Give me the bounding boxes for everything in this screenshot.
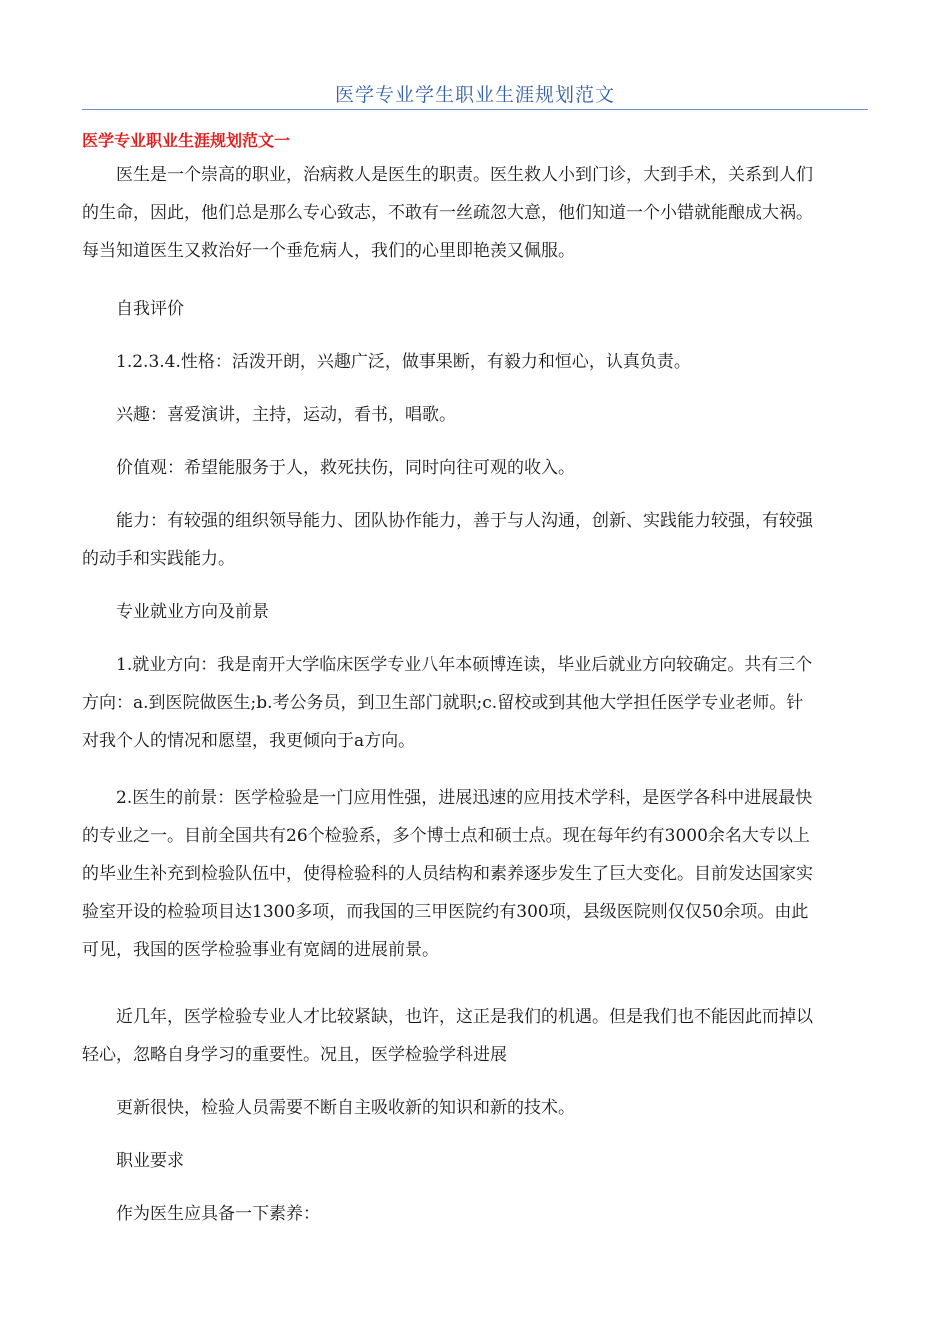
- paragraph-prospects: [82, 779, 868, 969]
- text-line: 价值观：希望能服务于人，救死扶伤，同时向往可观的收入。: [116, 458, 575, 478]
- paragraph-values: [82, 449, 868, 487]
- text-line: 1.就业方向：我是南开大学临床医学专业八年本硕博连读，毕业后就业方向较确定。共有三个: [116, 655, 813, 675]
- text-line: 方向：a.到医院做医生;b.考公务员，到卫生部门就职;c.留校或到其他大学担任医学专业老师。针: [82, 693, 804, 713]
- text-line: 专业就业方向及前景: [116, 602, 269, 622]
- text-line: 对我个人的情况和愿望，我更倾向于a方向。: [82, 731, 416, 751]
- paragraph-abilities: [82, 502, 868, 578]
- text-line: 的专业之一。目前全国共有26个检验系，多个博士点和硕士点。现在每年约有3000余名大专以上: [82, 826, 810, 846]
- section-title: 医学专业职业生涯规划范文一: [82, 131, 291, 150]
- paragraph-recent-years: [82, 998, 868, 1074]
- text-line: 每当知道医生又救治好一个垂危病人，我们的心里即艳羡又佩服。: [82, 241, 575, 261]
- text-line: 轻心，忽略自身学习的重要性。况且，医学检验学科进展: [82, 1045, 507, 1065]
- text-line: 验室开设的检验项目达1300多项，而我国的三甲医院约有300项，县级医院则仅仅50余项。由此: [82, 902, 809, 922]
- text-line: 2.医生的前景：医学检验是一门应用性强，进展迅速的应用技术学科，是医学各科中进展最快: [116, 788, 813, 808]
- text-line: 自我评价: [116, 299, 184, 319]
- heading-self-evaluation: [82, 290, 868, 328]
- text-line: 可见，我国的医学检验事业有宽阔的进展前景。: [82, 940, 439, 960]
- paragraph-update: [82, 1089, 868, 1127]
- text-line: 能力：有较强的组织领导能力、团队协作能力，善于与人沟通，创新、实践能力较强，有较强: [116, 511, 813, 531]
- text-line: 医生是一个崇高的职业，治病救人是医生的职责。医生救人小到门诊，大到手术，关系到人们: [116, 165, 813, 185]
- header-divider: [82, 109, 868, 110]
- paragraph-interests: [82, 396, 868, 434]
- heading-job-requirements: [82, 1142, 868, 1180]
- heading-employment-direction: [82, 593, 868, 631]
- page-header-title: 医学专业学生职业生涯规划范文: [334, 84, 615, 106]
- text-line: 的毕业生补充到检验队伍中，使得检验科的人员结构和素养逐步发生了巨大变化。目前发达国家实: [82, 864, 813, 884]
- text-line: 职业要求: [116, 1151, 184, 1171]
- paragraph-intro: [82, 156, 868, 270]
- text-line: 作为医生应具备一下素养：: [116, 1204, 320, 1224]
- text-line: 兴趣：喜爱演讲，主持，运动，看书，唱歌。: [116, 405, 456, 425]
- paragraph-personality: [82, 343, 868, 381]
- text-line: 更新很快，检验人员需要不断自主吸收新的知识和新的技术。: [116, 1098, 575, 1118]
- text-line: 近几年，医学检验专业人才比较紧缺，也许，这正是我们的机遇。但是我们也不能因此而掉以: [116, 1007, 813, 1027]
- text-line: 的动手和实践能力。: [82, 549, 235, 569]
- paragraph-qualities: [82, 1195, 868, 1233]
- text-line: 1.2.3.4.性格：活泼开朗，兴趣广泛，做事果断，有毅力和恒心，认真负责。: [116, 352, 691, 372]
- text-line: 的生命，因此，他们总是那么专心致志，不敢有一丝疏忽大意，他们知道一个小错就能酿成大祸。: [82, 203, 813, 223]
- paragraph-direction: [82, 646, 868, 760]
